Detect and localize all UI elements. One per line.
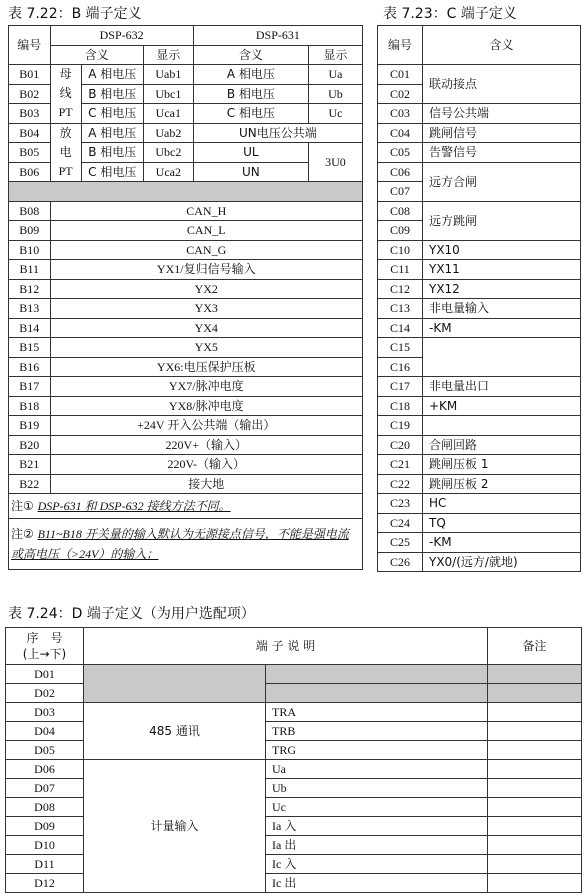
table-row xyxy=(9,123,363,143)
header-meaning-631: 含义 xyxy=(193,45,308,65)
row-id: D07 xyxy=(6,779,84,798)
row-display-631: 3U0 xyxy=(308,143,362,182)
row-id: B13 xyxy=(9,299,51,319)
table-row xyxy=(9,455,363,475)
gray-separator xyxy=(9,182,363,202)
row-id: C10 xyxy=(378,240,423,260)
note2-label: 注② xyxy=(11,527,34,541)
row-id: C08 xyxy=(378,201,423,221)
row-signal: Ia 入 xyxy=(266,817,488,836)
header-remark: 备注 xyxy=(488,628,582,665)
group-label-bus-pt: 母 线 PT xyxy=(50,65,81,124)
row-remark xyxy=(488,855,582,874)
row-id: D05 xyxy=(6,741,84,760)
row-id: C19 xyxy=(378,416,423,436)
row-id: C20 xyxy=(378,435,423,455)
header-id: 编号 xyxy=(9,26,51,65)
row-meaning: 跳闸压板 1 xyxy=(423,455,581,475)
note2-text: B11~B18 开关量的输入默认为无源接点信号，不能是强电流或高电压（>24V）的输入； xyxy=(11,527,349,561)
table-row xyxy=(9,338,363,358)
row-id: B19 xyxy=(9,416,51,436)
table-row xyxy=(378,474,581,494)
row-meaning: 非电量输入 xyxy=(423,299,581,319)
row-text: YX7/脉冲电度 xyxy=(50,377,362,397)
table-d xyxy=(5,627,582,893)
row-meaning: A 相电压 xyxy=(81,123,143,143)
row-id: C07 xyxy=(378,182,423,202)
row-text: CAN_H xyxy=(50,201,362,221)
row-id: B11 xyxy=(9,260,51,280)
row-id: B17 xyxy=(9,377,51,397)
row-meaning: C 相电压 xyxy=(81,162,143,182)
row-id: C16 xyxy=(378,357,423,377)
row-meaning: B 相电压 xyxy=(81,143,143,163)
row-id: D03 xyxy=(6,703,84,722)
header-display-631: 显示 xyxy=(308,45,362,65)
table-row xyxy=(9,318,363,338)
row-id: C24 xyxy=(378,513,423,533)
table-c-caption: 表 7.23：C 端子定义 xyxy=(383,6,517,22)
row-remark xyxy=(488,779,582,798)
row-id: C25 xyxy=(378,533,423,553)
row-id: C15 xyxy=(378,338,423,358)
table-row xyxy=(9,260,363,280)
row-display: Uca1 xyxy=(143,104,193,124)
row-meaning: 远方跳闸 xyxy=(423,201,581,240)
row-id: C02 xyxy=(378,84,423,104)
row-id: C17 xyxy=(378,377,423,397)
table-row xyxy=(378,455,581,475)
gray-cell xyxy=(488,665,582,684)
table-row xyxy=(9,357,363,377)
row-id: B21 xyxy=(9,455,51,475)
row-remark xyxy=(488,798,582,817)
row-signal: Uc xyxy=(266,798,488,817)
row-meaning: YX12 xyxy=(423,279,581,299)
row-id: C12 xyxy=(378,279,423,299)
table-row xyxy=(9,416,363,436)
row-display-631: Uc xyxy=(308,104,362,124)
gray-cell xyxy=(488,684,582,703)
table-row xyxy=(378,377,581,397)
table-row xyxy=(378,123,581,143)
group-label-discharge-pt: 放 电 PT xyxy=(50,123,81,182)
header-id: 编号 xyxy=(378,26,423,65)
row-text: YX1/复归信号输入 xyxy=(50,260,362,280)
row-meaning: 合闸回路 xyxy=(423,435,581,455)
row-text: +24V 开入公共端（输出） xyxy=(50,416,362,436)
table-row xyxy=(9,474,363,494)
row-id: C06 xyxy=(378,162,423,182)
row-id: C03 xyxy=(378,104,423,124)
row-id: C04 xyxy=(378,123,423,143)
row-meaning: 跳闸压板 2 xyxy=(423,474,581,494)
row-meaning-631: UN xyxy=(193,162,308,182)
row-meaning: YX0/(远方/就地) xyxy=(423,552,581,572)
table-row xyxy=(9,201,363,221)
row-id: C26 xyxy=(378,552,423,572)
table-row xyxy=(378,279,581,299)
table-row xyxy=(378,260,581,280)
row-id: C13 xyxy=(378,299,423,319)
row-meaning: A 相电压 xyxy=(81,65,143,85)
row-id: D06 xyxy=(6,760,84,779)
row-meaning-631: UN电压公共端 xyxy=(193,123,362,143)
row-id: D04 xyxy=(6,722,84,741)
table-b xyxy=(8,25,363,570)
row-id: B22 xyxy=(9,474,51,494)
table-row xyxy=(378,318,581,338)
header-meaning: 含义 xyxy=(423,26,581,65)
row-signal: Ic 入 xyxy=(266,855,488,874)
separator-row xyxy=(9,182,363,202)
row-meaning: 远方合闸 xyxy=(423,162,581,201)
row-display-631: Ua xyxy=(308,65,362,85)
table-row xyxy=(9,221,363,241)
row-id: B14 xyxy=(9,318,51,338)
row-remark xyxy=(488,760,582,779)
row-id: D11 xyxy=(6,855,84,874)
row-signal: Ic 出 xyxy=(266,874,488,893)
row-id: B10 xyxy=(9,240,51,260)
row-id: B06 xyxy=(9,162,51,182)
row-meaning: YX10 xyxy=(423,240,581,260)
note1-text: DSP-631 和 DSP-632 接线方法不同。 xyxy=(37,499,231,513)
row-id: D10 xyxy=(6,836,84,855)
row-id: B16 xyxy=(9,357,51,377)
table-row xyxy=(6,703,582,722)
row-text: YX8/脉冲电度 xyxy=(50,396,362,416)
group-meter: 计量输入 xyxy=(84,760,266,893)
table-row xyxy=(378,552,581,572)
row-text: YX3 xyxy=(50,299,362,319)
row-meaning-631: A 相电压 xyxy=(193,65,308,85)
row-id: C18 xyxy=(378,396,423,416)
row-display: Ubc2 xyxy=(143,143,193,163)
row-meaning: YX11 xyxy=(423,260,581,280)
group-485: 485 通讯 xyxy=(84,703,266,760)
row-display-631: Ub xyxy=(308,84,362,104)
row-id: B08 xyxy=(9,201,51,221)
row-meaning: 联动接点 xyxy=(423,65,581,104)
row-meaning: 告警信号 xyxy=(423,143,581,163)
table-row xyxy=(378,65,581,85)
table-row xyxy=(378,435,581,455)
row-meaning xyxy=(423,416,581,436)
table-row xyxy=(378,533,581,553)
note1-label: 注① xyxy=(11,499,34,513)
row-display: Uca2 xyxy=(143,162,193,182)
row-id: B12 xyxy=(9,279,51,299)
table-row xyxy=(9,240,363,260)
table-c xyxy=(377,25,581,572)
row-meaning xyxy=(423,338,581,377)
table-row xyxy=(378,416,581,436)
note-row-1 xyxy=(9,494,363,519)
table-row xyxy=(6,665,582,684)
row-id: B15 xyxy=(9,338,51,358)
row-text: CAN_G xyxy=(50,240,362,260)
table-row xyxy=(378,494,581,514)
gray-cell xyxy=(266,684,488,703)
row-id: D08 xyxy=(6,798,84,817)
table-b-caption: 表 7.22：B 端子定义 xyxy=(8,6,142,22)
row-id: B04 xyxy=(9,123,51,143)
table-row xyxy=(378,104,581,124)
table-row xyxy=(9,279,363,299)
row-meaning: +KM xyxy=(423,396,581,416)
row-meaning-631: C 相电压 xyxy=(193,104,308,124)
row-id: C14 xyxy=(378,318,423,338)
row-meaning: TQ xyxy=(423,513,581,533)
row-id: C22 xyxy=(378,474,423,494)
row-meaning: C 相电压 xyxy=(81,104,143,124)
row-display: Uab2 xyxy=(143,123,193,143)
row-text: CAN_L xyxy=(50,221,362,241)
row-id: C21 xyxy=(378,455,423,475)
row-signal: Ua xyxy=(266,760,488,779)
row-id: C23 xyxy=(378,494,423,514)
row-text: YX4 xyxy=(50,318,362,338)
row-meaning: 信号公共端 xyxy=(423,104,581,124)
gray-cell xyxy=(84,665,266,703)
row-id: B18 xyxy=(9,396,51,416)
table-row xyxy=(378,396,581,416)
row-id: D02 xyxy=(6,684,84,703)
header-model-631: DSP-631 xyxy=(193,26,362,46)
table-row xyxy=(6,760,582,779)
table-row xyxy=(9,65,363,85)
row-id: B02 xyxy=(9,84,51,104)
row-display: Uab1 xyxy=(143,65,193,85)
row-meaning: -KM xyxy=(423,533,581,553)
row-text: YX6:电压保护压板 xyxy=(50,357,362,377)
row-signal: Ub xyxy=(266,779,488,798)
row-id: B05 xyxy=(9,143,51,163)
row-text: 220V-（输入） xyxy=(50,455,362,475)
row-id: D12 xyxy=(6,874,84,893)
header-seq: 序 号 (上→下) xyxy=(6,628,84,665)
row-remark xyxy=(488,741,582,760)
header-desc: 端 子 说 明 xyxy=(84,628,488,665)
table-row xyxy=(378,338,581,358)
row-meaning: HC xyxy=(423,494,581,514)
row-id: D09 xyxy=(6,817,84,836)
row-meaning-631: UL xyxy=(193,143,308,163)
row-id: C09 xyxy=(378,221,423,241)
row-text: 接大地 xyxy=(50,474,362,494)
row-signal: Ia 出 xyxy=(266,836,488,855)
row-id: D01 xyxy=(6,665,84,684)
row-id: C05 xyxy=(378,143,423,163)
row-id: C01 xyxy=(378,65,423,85)
table-row xyxy=(378,240,581,260)
row-meaning: B 相电压 xyxy=(81,84,143,104)
row-meaning: 跳闸信号 xyxy=(423,123,581,143)
table-row xyxy=(9,299,363,319)
table-row xyxy=(378,299,581,319)
row-id: B09 xyxy=(9,221,51,241)
row-text: YX2 xyxy=(50,279,362,299)
header-display-632: 显示 xyxy=(143,45,193,65)
row-signal: TRA xyxy=(266,703,488,722)
table-row xyxy=(9,377,363,397)
row-display: Ubc1 xyxy=(143,84,193,104)
gray-cell xyxy=(266,665,488,684)
table-row xyxy=(378,201,581,221)
header-meaning-632: 含义 xyxy=(50,45,143,65)
table-row xyxy=(9,396,363,416)
row-remark xyxy=(488,874,582,893)
table-row xyxy=(9,435,363,455)
row-id: C11 xyxy=(378,260,423,280)
row-remark xyxy=(488,836,582,855)
row-signal: TRG xyxy=(266,741,488,760)
row-id: B01 xyxy=(9,65,51,85)
row-meaning: 非电量出口 xyxy=(423,377,581,397)
row-remark xyxy=(488,722,582,741)
note-row-2 xyxy=(9,519,363,570)
header-model-632: DSP-632 xyxy=(50,26,193,46)
row-meaning-631: B 相电压 xyxy=(193,84,308,104)
row-text: 220V+（输入） xyxy=(50,435,362,455)
table-row xyxy=(378,143,581,163)
row-signal: TRB xyxy=(266,722,488,741)
row-remark xyxy=(488,817,582,836)
table-d-caption: 表 7.24：D 端子定义（为用户选配项） xyxy=(8,606,255,622)
row-text: YX5 xyxy=(50,338,362,358)
row-id: B20 xyxy=(9,435,51,455)
table-row xyxy=(378,513,581,533)
row-meaning: -KM xyxy=(423,318,581,338)
row-id: B03 xyxy=(9,104,51,124)
row-remark xyxy=(488,703,582,722)
table-row xyxy=(378,162,581,182)
